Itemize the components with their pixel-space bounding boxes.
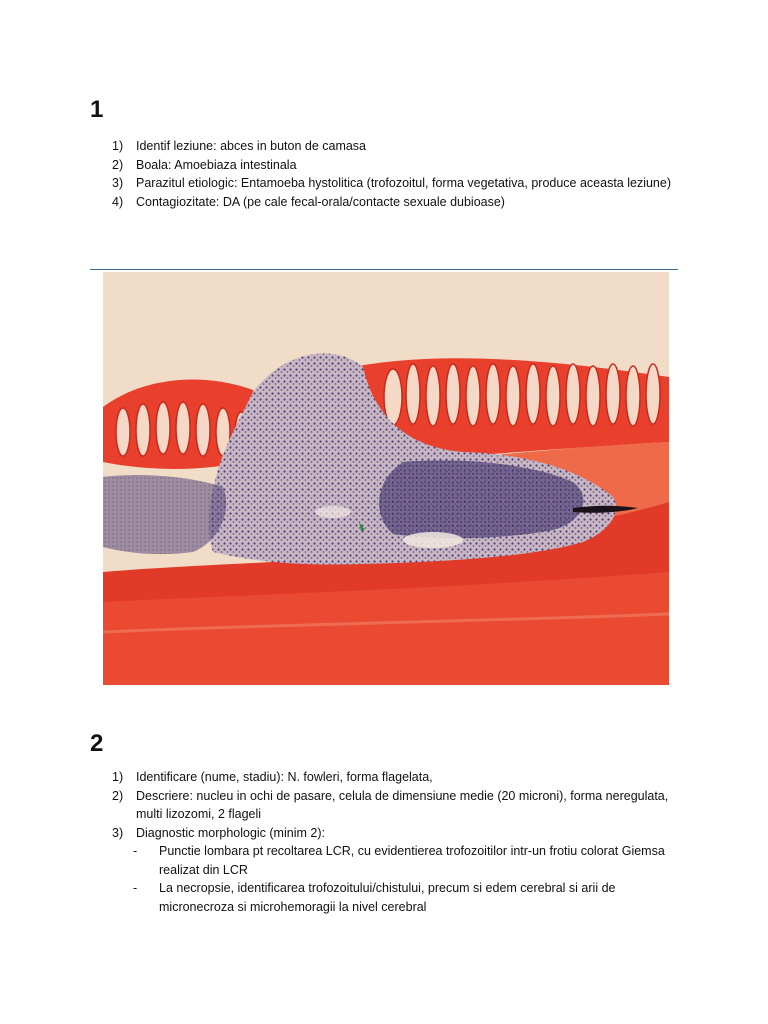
item-text: Parazitul etiologic: Entamoeba hystolitica (trofozoitul, forma vegetativa, produce aceasta leziune)	[136, 176, 672, 190]
list-item	[112, 824, 682, 843]
section-2-number: 2	[90, 730, 104, 757]
sub-list-item	[133, 842, 682, 879]
section-1-number: 1	[90, 96, 104, 123]
item-text: Contagiozitate: DA (pe cale fecal-orala/contacte sexuale dubioase)	[136, 194, 505, 209]
section-1-list	[112, 137, 682, 211]
sub-item-text: Punctie lombara pt recoltarea LCR, cu evidentierea trofozoitilor intr-un frotiu colorat Giemsa realizat din LCR	[159, 844, 665, 877]
item-number: 3)	[112, 176, 124, 190]
list-item	[112, 768, 682, 787]
section-divider	[90, 269, 678, 270]
item-number: 1)	[112, 139, 124, 153]
item-number: 2)	[112, 788, 124, 803]
histology-micrograph-image	[103, 272, 669, 685]
item-text: Identif leziune: abces in buton de camasa	[136, 139, 367, 153]
item-number: 1)	[112, 770, 124, 784]
bullet-dash: -	[133, 844, 138, 858]
section-2-list	[112, 768, 682, 916]
list-item	[112, 787, 682, 824]
sub-list-item	[133, 879, 682, 916]
item-number: 2)	[112, 157, 124, 172]
item-number: 4)	[112, 194, 124, 209]
item-text: Descriere: nucleu in ochi de pasare, celula de dimensiune medie (20 microni), forma neregulata, multi lizozomi, 2 flageli	[136, 788, 669, 821]
bullet-dash: -	[133, 881, 138, 895]
list-item	[112, 137, 682, 156]
item-text: Identificare (nume, stadiu): N. fowleri, forma flagelata,	[136, 770, 433, 784]
list-item	[112, 193, 682, 212]
item-text: Diagnostic morphologic (minim 2):	[136, 825, 325, 840]
list-item	[112, 156, 682, 175]
list-item	[112, 174, 682, 193]
sub-item-text: La necropsie, identificarea trofozoitului/chistului, precum si edem cerebral si arii de micronecroza si microhemoragii la nivel cerebral	[159, 881, 616, 914]
item-number: 3)	[112, 825, 124, 840]
item-text: Boala: Amoebiaza intestinala	[136, 157, 297, 172]
